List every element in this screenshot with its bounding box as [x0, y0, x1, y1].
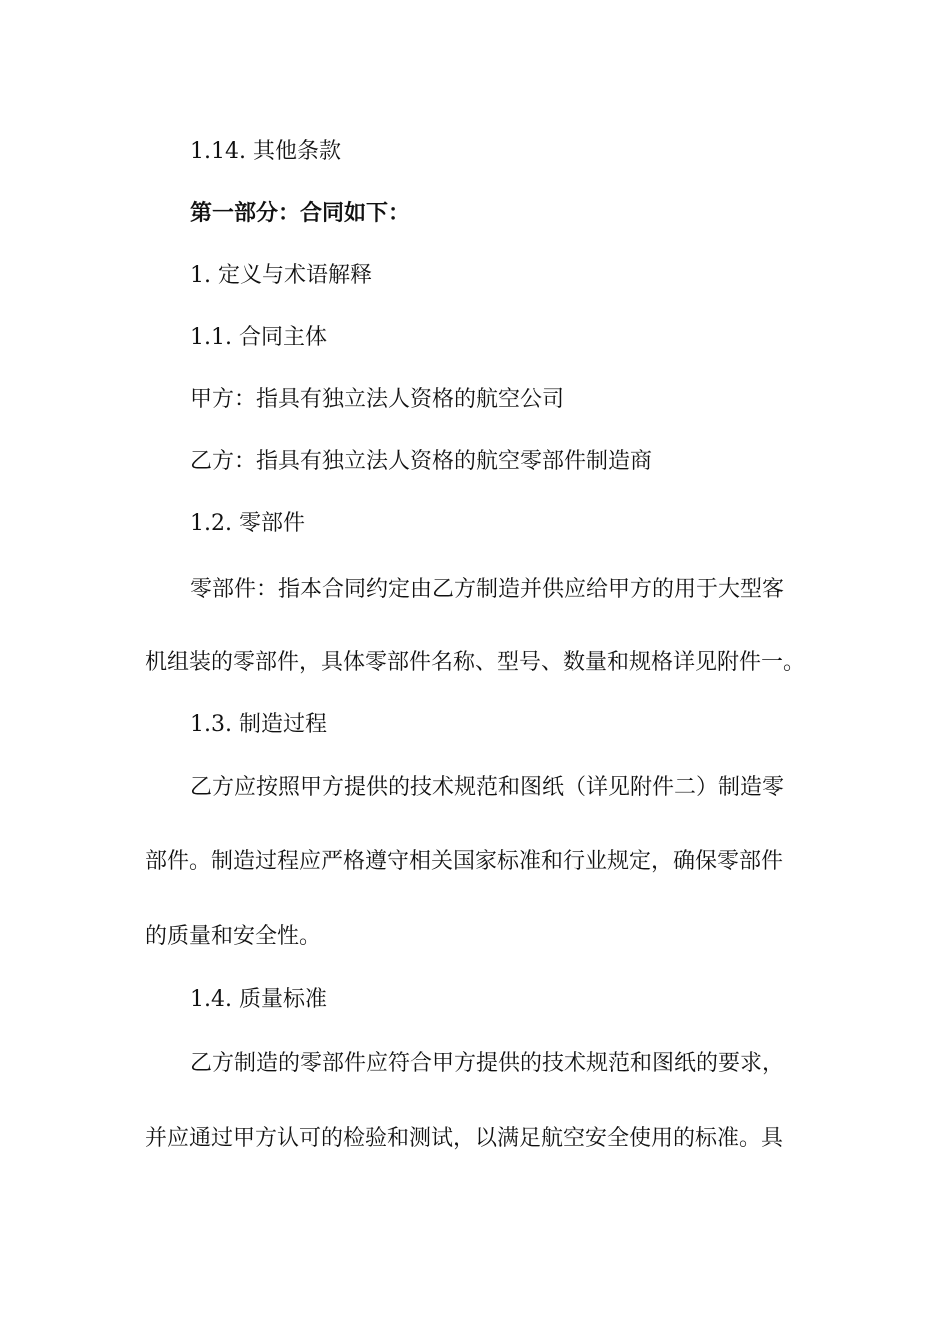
section-heading-1-4: 1.4. 质量标准 [190, 987, 327, 1012]
paragraph-line: 部件。制造过程应严格遵守相关国家标准和行业规定，确保零部件 [145, 849, 784, 874]
section-heading-1-2: 1.2. 零部件 [190, 511, 305, 536]
paragraph-line: 零部件：指本合同约定由乙方制造并供应给甲方的用于大型客 [190, 577, 785, 602]
section-heading-1-3: 1.3. 制造过程 [190, 712, 327, 737]
party-a-definition: 甲方：指具有独立法人资格的航空公司 [190, 387, 565, 412]
part-heading: 第一部分：合同如下： [190, 201, 411, 226]
section-heading-1-14: 1.14. 其他条款 [190, 139, 341, 164]
paragraph-line: 并应通过甲方认可的检验和测试，以满足航空安全使用的标准。具 [145, 1126, 784, 1151]
paragraph-line: 乙方制造的零部件应符合甲方提供的技术规范和图纸的要求， [190, 1051, 785, 1076]
party-b-definition: 乙方：指具有独立法人资格的航空零部件制造商 [190, 449, 653, 474]
paragraph-line: 的质量和安全性。 [145, 924, 322, 949]
section-heading-1: 1. 定义与术语解释 [190, 263, 372, 288]
paragraph-line: 机组装的零部件，具体零部件名称、型号、数量和规格详见附件一。 [145, 650, 806, 675]
paragraph-line: 乙方应按照甲方提供的技术规范和图纸（详见附件二）制造零 [190, 775, 785, 800]
section-heading-1-1: 1.1. 合同主体 [190, 325, 327, 350]
